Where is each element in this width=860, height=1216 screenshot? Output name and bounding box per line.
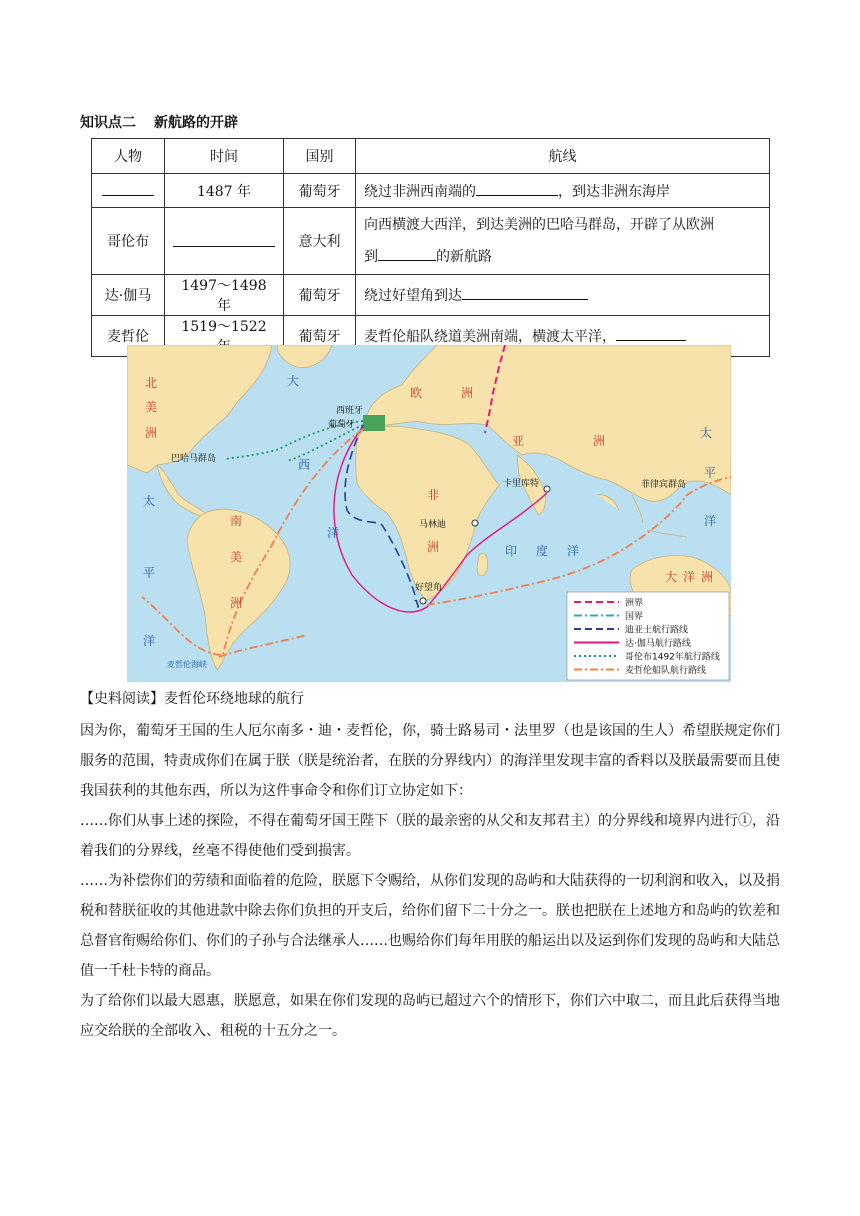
cell-country: 意大利 bbox=[284, 208, 356, 275]
source-reading bbox=[80, 688, 780, 1046]
label-magellan-strait: 麦哲伦海峡 bbox=[167, 660, 207, 669]
label-pacific-e-3: 洋 bbox=[704, 514, 717, 528]
reading-title-text: 麦哲伦环绕地球的航行 bbox=[164, 691, 304, 707]
reading-title bbox=[80, 688, 780, 710]
fill-blank bbox=[476, 181, 558, 196]
label-indian-2: 度 bbox=[536, 544, 549, 558]
route-text: 的新航路 bbox=[436, 249, 492, 265]
fill-blank bbox=[173, 232, 275, 247]
label-indian-3: 洋 bbox=[567, 544, 580, 558]
section-heading-title: 新航路的开辟 bbox=[154, 115, 238, 131]
route-text: ，到达非洲东海岸 bbox=[558, 183, 670, 200]
calicut-marker bbox=[544, 486, 550, 492]
reading-paragraph: ……你们从事上述的探险，不得在葡萄牙国王陛下（朕的最亲密的从父和友邦君主）的分界线和境界内进行①，沿着我们的分界线，丝毫不得使他们受到损害。 bbox=[80, 813, 780, 859]
label-oceania-2: 洋 bbox=[683, 570, 696, 584]
section-heading-label: 知识点二 bbox=[80, 115, 136, 131]
table-row bbox=[92, 174, 770, 208]
fill-blank bbox=[462, 285, 588, 300]
label-pacific-e-2: 平 bbox=[704, 466, 717, 480]
legend-label: 洲界 bbox=[625, 598, 644, 609]
label-pacific-w-1: 太 bbox=[143, 494, 156, 508]
label-indian-1: 印 bbox=[505, 544, 518, 558]
routes-table bbox=[91, 138, 770, 357]
table-row bbox=[92, 275, 770, 316]
label-malindi: 马林迪 bbox=[419, 520, 447, 530]
reading-paragraph: 为了给你们以最大恩惠，朕愿意，如果在你们发现的岛屿已超过六个的情形下，你们六中取二，而且此后获得当地应交给朕的全部收入、租税的十五分之一。 bbox=[80, 993, 780, 1039]
label-bahamas: 巴哈马群岛 bbox=[171, 454, 217, 464]
table-header-row bbox=[92, 139, 770, 174]
label-europe-2: 洲 bbox=[461, 386, 474, 400]
malindi-marker bbox=[472, 520, 478, 526]
south-america-land bbox=[187, 509, 290, 670]
label-asia-2: 洲 bbox=[593, 434, 606, 448]
cell-route bbox=[356, 275, 770, 316]
label-pacific-e-1: 太 bbox=[700, 426, 713, 440]
central-america-land bbox=[157, 465, 209, 517]
map-legend bbox=[567, 592, 729, 680]
section-heading bbox=[80, 112, 238, 132]
southeast-asia-islands bbox=[597, 495, 687, 537]
legend-label: 麦哲伦船队航行路线 bbox=[625, 666, 707, 676]
header-country: 国别 bbox=[284, 139, 356, 174]
route-text: 向西横渡大西洋，到达美洲的巴哈马群岛，开辟了从欧洲 bbox=[364, 217, 714, 233]
fill-blank bbox=[378, 246, 436, 261]
label-oceania-1: 大 bbox=[665, 570, 678, 584]
route-text: 绕过非洲西南端的 bbox=[364, 183, 476, 200]
legend-label: 达·伽马航行路线 bbox=[625, 639, 691, 649]
header-time: 时间 bbox=[165, 139, 284, 174]
iberia-highlight bbox=[363, 415, 385, 431]
cell-route bbox=[356, 208, 770, 275]
cell-time: 1487 年 bbox=[165, 174, 284, 208]
africa-land bbox=[356, 426, 499, 600]
reading-paragraph: ……为补偿你们的劳绩和面临着的危险，朕愿下令赐给，从你们发现的岛屿和大陆获得的一切利润和收入，以及捐税和替朕征收的其他进款中除去你们负担的开支后，给你们留下二十分之一。朕也把朕在上述地方和岛屿的钦差和总督官衔赐给你们、你们的子孙与合法继承人……也赐给你们每年用朕的船运出以及运到你们发现的岛屿和大陆总值一千杜卡特的商品。 bbox=[80, 873, 780, 979]
reading-paragraph: 因为你，葡萄牙王国的生人厄尔南多・迪・麦哲伦，你，骑士路易司・法里罗（也是该国的生人）希望朕规定你们服务的范围，特责成你们在属于朕（朕是统治者，在朕的分界线内）的海洋里发现丰富的香料以及朕最需要而且使我国获利的其他东西，所以为这件事命令和你们订立协定如下： bbox=[80, 723, 780, 799]
label-north-america-1: 北 bbox=[145, 376, 158, 390]
label-atlantic-3: 洋 bbox=[327, 526, 340, 540]
cell-person: 达·伽马 bbox=[92, 275, 165, 316]
reading-title-bracket: 【史料阅读】 bbox=[80, 691, 164, 707]
label-south-america-1: 南 bbox=[230, 514, 243, 528]
route-text: 到 bbox=[364, 249, 378, 265]
cell-time: 1497～1498 年 bbox=[165, 275, 284, 316]
label-calicut: 卡里库特 bbox=[503, 479, 540, 489]
fill-blank bbox=[102, 181, 154, 196]
header-person: 人物 bbox=[92, 139, 165, 174]
voyages-map bbox=[127, 345, 731, 682]
route-text: 麦哲伦船队绕道美洲南端，横渡太平洋， bbox=[364, 329, 616, 345]
label-philippines: 菲律宾群岛 bbox=[641, 480, 687, 490]
label-south-america-3: 洲 bbox=[230, 596, 243, 610]
cell-time-blank bbox=[165, 208, 284, 275]
table-row bbox=[92, 208, 770, 275]
label-cape: 好望角 bbox=[415, 583, 443, 593]
cell-country: 葡萄牙 bbox=[284, 316, 356, 357]
cell-person-blank bbox=[92, 174, 165, 208]
label-pacific-w-3: 洋 bbox=[143, 634, 156, 648]
label-europe-1: 欧 bbox=[410, 386, 423, 400]
label-atlantic-1: 大 bbox=[287, 374, 300, 388]
cell-country: 葡萄牙 bbox=[284, 174, 356, 208]
cell-time: 1519～1522 bbox=[165, 316, 284, 357]
fill-blank bbox=[616, 326, 686, 341]
header-route: 航线 bbox=[356, 139, 770, 174]
legend-label: 国界 bbox=[625, 612, 644, 622]
label-north-america-2: 美 bbox=[145, 400, 158, 414]
label-asia-1: 亚 bbox=[512, 434, 525, 448]
madagascar-land bbox=[477, 553, 488, 575]
label-africa-1: 非 bbox=[427, 488, 440, 502]
legend-label: 哥伦布1492年航行路线 bbox=[625, 652, 720, 663]
legend-label: 迪亚士航行路线 bbox=[625, 625, 689, 636]
label-atlantic-2: 西 bbox=[298, 458, 311, 472]
greenland-land bbox=[277, 345, 332, 368]
route-text: 绕过好望角到达 bbox=[364, 288, 462, 304]
cell-person: 哥伦布 bbox=[92, 208, 165, 275]
label-portugal: 葡萄牙 bbox=[328, 420, 356, 430]
label-oceania-3: 洲 bbox=[701, 570, 714, 584]
cell-route bbox=[356, 174, 770, 208]
label-spain: 西班牙 bbox=[336, 406, 364, 416]
map-graphic bbox=[127, 345, 731, 682]
cell-country: 葡萄牙 bbox=[284, 275, 356, 316]
label-africa-2: 洲 bbox=[427, 540, 440, 554]
label-north-america-3: 洲 bbox=[145, 426, 158, 440]
label-pacific-w-2: 平 bbox=[143, 566, 156, 580]
label-south-america-2: 美 bbox=[230, 550, 243, 564]
cell-person: 麦哲伦 bbox=[92, 316, 165, 357]
cape-marker bbox=[420, 598, 426, 604]
